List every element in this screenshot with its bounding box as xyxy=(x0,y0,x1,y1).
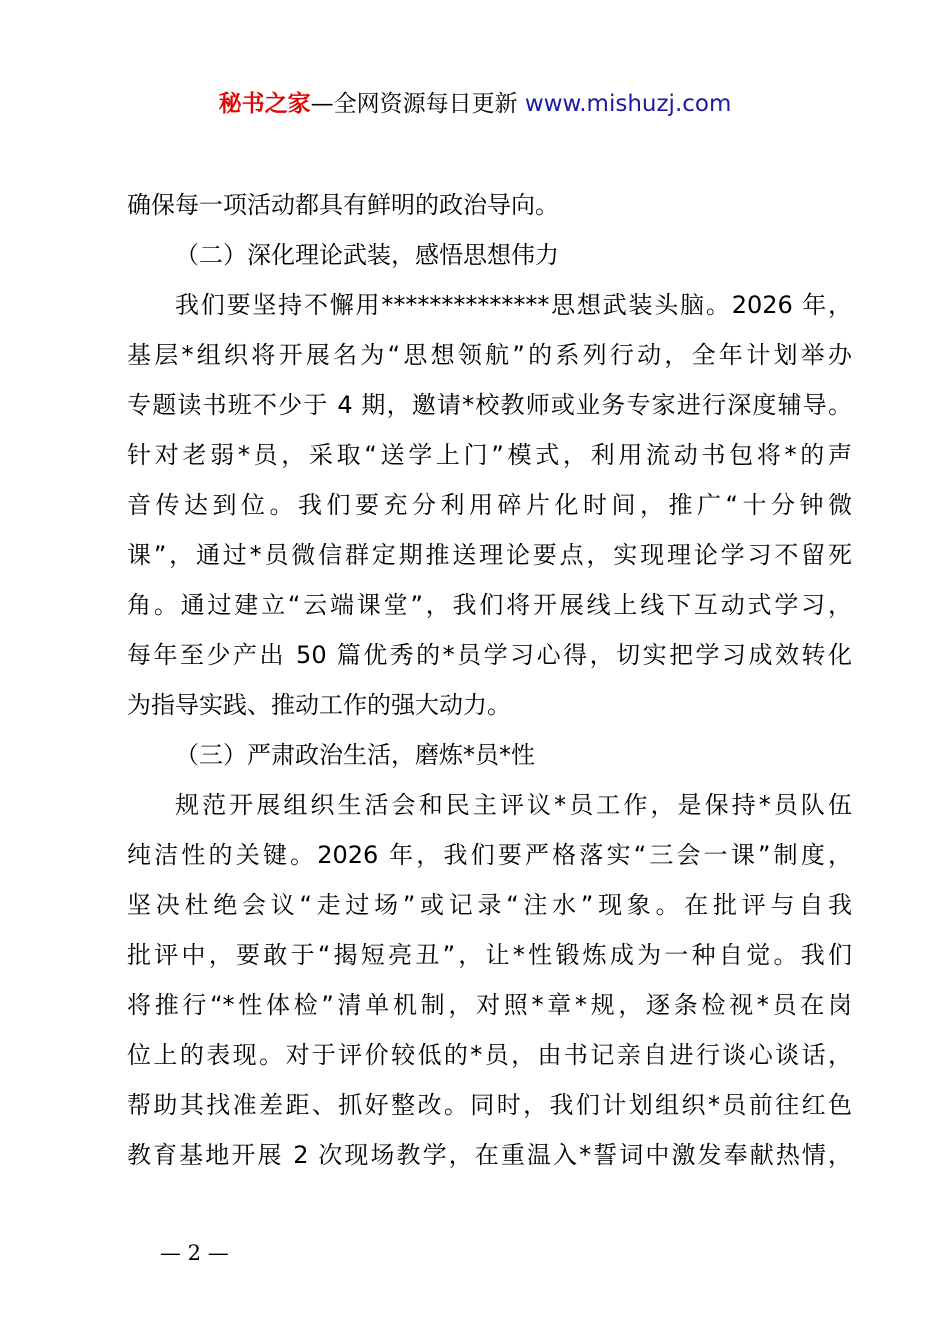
paragraph-line: 专题读书班不少于 4 期，邀请*校教师或业务专家进行深度辅导。 xyxy=(127,391,852,419)
site-url-link[interactable]: www.mishuzj.com xyxy=(524,91,732,117)
paragraph-line: 为指导实践、推动工作的强大动力。 xyxy=(127,691,511,719)
document-body xyxy=(127,180,852,1180)
page-number: — 2 — xyxy=(160,1241,229,1265)
section-heading-3: （三）严肃政治生活，磨炼*员*性 xyxy=(175,741,535,769)
section-heading-2: （二）深化理论武装，感悟思想伟力 xyxy=(175,241,559,269)
paragraph-line: 角。通过建立“云端课堂”，我们将开展线上线下互动式学习， xyxy=(127,591,852,619)
paragraph-line: 基层*组织将开展名为“思想领航”的系列行动，全年计划举办 xyxy=(127,341,852,369)
brand-name: 秘书之家 xyxy=(218,91,311,117)
paragraph-line: 坚决杜绝会议“走过场”或记录“注水”现象。在批评与自我 xyxy=(127,891,852,919)
header-tagline: —全网资源每日更新 xyxy=(310,91,518,117)
paragraph-line: 音传达到位。我们要充分利用碎片化时间，推广“十分钟微 xyxy=(127,491,852,519)
paragraph-line: 批评中，要敢于“揭短亮丑”，让*性锻炼成为一种自觉。我们 xyxy=(127,941,852,969)
paragraph-line: 帮助其找准差距、抓好整改。同时，我们计划组织*员前往红色 xyxy=(127,1091,852,1119)
paragraph-line: 我们要坚持不懈用**************思想武装头脑。2026 年， xyxy=(175,291,852,319)
paragraph-line: 位上的表现。对于评价较低的*员，由书记亲自进行谈心谈话， xyxy=(127,1041,852,1069)
paragraph-line: 针对老弱*员，采取“送学上门”模式，利用流动书包将*的声 xyxy=(127,441,852,469)
paragraph-line: 课”，通过*员微信群定期推送理论要点，实现理论学习不留死 xyxy=(127,541,852,569)
paragraph-line: 教育基地开展 2 次现场教学，在重温入*誓词中激发奉献热情， xyxy=(127,1141,852,1169)
paragraph-line: 规范开展组织生活会和民主评议*员工作，是保持*员队伍 xyxy=(175,791,852,819)
paragraph-line: 确保每一项活动都具有鲜明的政治导向。 xyxy=(127,191,559,219)
paragraph-line: 每年至少产出 50 篇优秀的*员学习心得，切实把学习成效转化 xyxy=(127,641,852,669)
paragraph-line: 纯洁性的关键。2026 年，我们要严格落实“三会一课”制度， xyxy=(127,841,852,869)
site-header xyxy=(0,86,950,122)
paragraph-line: 将推行“*性体检”清单机制，对照*章*规，逐条检视*员在岗 xyxy=(127,991,852,1019)
